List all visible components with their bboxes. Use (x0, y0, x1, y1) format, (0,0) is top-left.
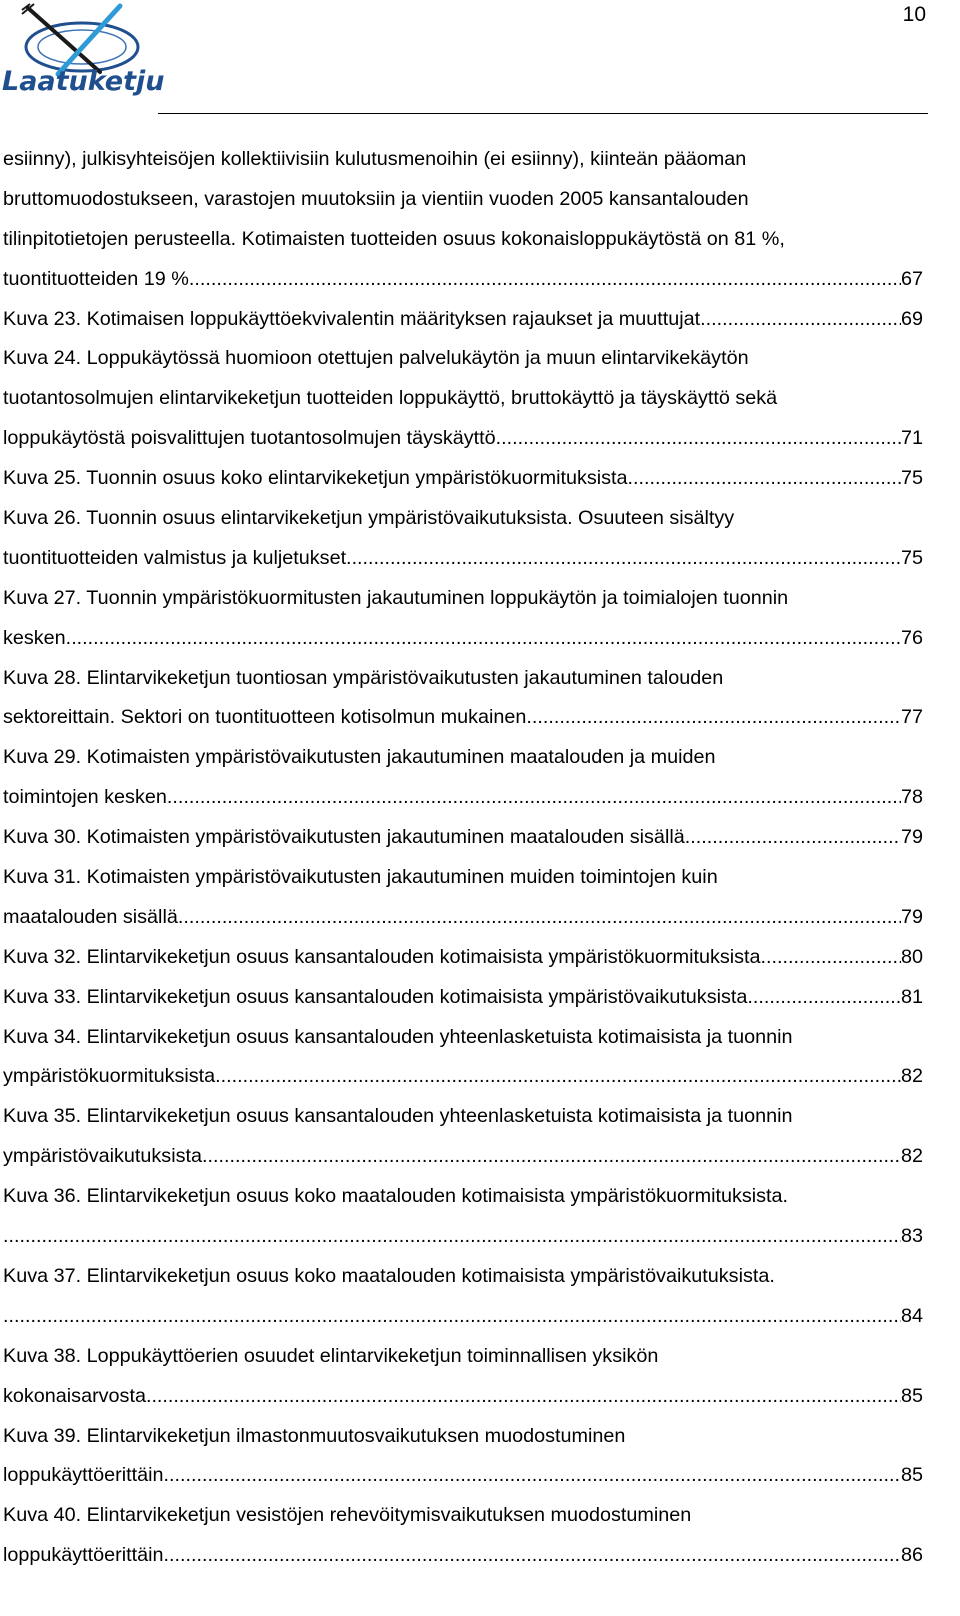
toc-entry-text: Kuva 34. Elintarvikeketjun osuus kansantalouden yhteenlasketuista kotimaisista ja tuonnin (3, 1025, 793, 1048)
toc-leader-dots (766, 938, 901, 978)
toc-entry-text: Kuva 29. Kotimaisten ympäristövaikutusten jakautuminen maatalouden ja muiden (3, 746, 716, 769)
toc-page-number: 79 (900, 826, 923, 849)
toc-page-number: 81 (900, 985, 923, 1008)
toc-entry-text: Kuva 33. Elintarvikeketjun osuus kansantalouden kotimaisista ympäristövaikutuksista. (3, 985, 753, 1008)
toc-entry-text: kokonaisarvosta. (3, 1384, 152, 1407)
toc-line (3, 659, 923, 699)
toc-page-number: 67 (900, 267, 923, 290)
toc-page-number: 69 (900, 307, 923, 330)
toc-line (3, 1456, 923, 1496)
toc-entry-text: ympäristökuormituksista. (3, 1065, 221, 1088)
toc-leader-dots (183, 898, 901, 938)
toc-entry-text: toimintojen kesken. (3, 786, 173, 809)
toc-leader-dots (633, 459, 901, 499)
toc-line (3, 180, 923, 220)
toc-line (3, 260, 923, 300)
toc-leader-dots (352, 539, 901, 579)
toc-entry-text: esiinny), julkisyhteisöjen kollektiivisiin kulutusmenoihin (ei esiinny), kiinteän pääoman (3, 148, 747, 170)
toc-entry-text: Kuva 36. Elintarvikeketjun osuus koko maatalouden kotimaisista ympäristökuormituksista. (3, 1185, 789, 1208)
toc-line (3, 1377, 923, 1417)
toc-line (3, 1496, 923, 1536)
toc-page-number: 82 (900, 1065, 923, 1088)
toc-line (3, 1297, 923, 1337)
toc-leader-dots (169, 1536, 901, 1576)
toc-entry-text: Kuva 31. Kotimaisten ympäristövaikutusten jakautuminen muiden toimintojen kuin (3, 866, 718, 889)
toc-entry-text: Kuva 32. Elintarvikeketjun osuus kansantalouden kotimaisista ympäristökuormituksista. (3, 945, 767, 968)
toc-page-number: 71 (900, 427, 923, 450)
laatuketju-logo (0, 0, 165, 100)
toc-line (3, 698, 923, 738)
toc-page-number: 82 (900, 1145, 923, 1168)
toc-line (3, 1257, 923, 1297)
toc-line (3, 1417, 923, 1457)
toc-page-number: 85 (900, 1464, 923, 1487)
toc-line (3, 1337, 923, 1377)
toc-entry-text: loppukäytöstä poisvalittujen tuotantosolmujen täyskäyttö. (3, 427, 502, 450)
toc-page-number: 79 (900, 905, 923, 928)
toc-line (3, 579, 923, 619)
toc-line (3, 1536, 923, 1576)
toc-entry-text: Kuva 38. Loppukäyttöerien osuudet elintarvikeketjun toiminnallisen yksikön (3, 1344, 659, 1367)
toc-leader-dots (501, 419, 901, 459)
toc-leader-dots (532, 698, 901, 738)
toc-leader-dots (194, 260, 901, 300)
toc-leader-dots (221, 1057, 901, 1097)
toc-line (3, 1097, 923, 1137)
toc-page-number: 83 (900, 1225, 923, 1248)
toc-page-number: 86 (900, 1544, 923, 1567)
toc-page-number: 75 (900, 467, 923, 490)
toc-line (3, 898, 923, 938)
toc-line (3, 619, 923, 659)
toc-line (3, 1137, 923, 1177)
logo-graphic (0, 0, 165, 100)
toc-entry-text: Kuva 40. Elintarvikeketjun vesistöjen rehevöitymisvaikutuksen muodostuminen (3, 1504, 692, 1527)
toc-entry-text: Kuva 39. Elintarvikeketjun ilmastonmuutosvaikutuksen muodostuminen (3, 1424, 626, 1447)
toc-entry-text: Kuva 28. Elintarvikeketjun tuontiosan ympäristövaikutusten jakautuminen talouden (3, 666, 724, 689)
toc-entry-text: bruttomuodostukseen, varastojen muutoksiin ja vientiin vuoden 2005 kansantalouden (3, 187, 749, 210)
toc-leader-dots (690, 818, 901, 858)
toc-leader-dots (706, 300, 901, 340)
toc-leader-dots (3, 1297, 901, 1337)
toc-leader-dots (71, 619, 901, 659)
table-of-figures (3, 140, 923, 1576)
toc-entry-text: maatalouden sisällä. (3, 905, 184, 928)
toc-page-number: 80 (900, 945, 923, 968)
toc-leader-dots (151, 1377, 901, 1417)
toc-line (3, 140, 923, 180)
toc-entry-text: ympäristövaikutuksista (3, 1145, 202, 1168)
toc-leader-dots (202, 1137, 901, 1177)
toc-entry-text: Kuva 25. Tuonnin osuus koko elintarvikeketjun ympäristökuormituksista. (3, 467, 634, 490)
toc-page-number: 75 (900, 546, 923, 569)
header-divider (158, 113, 928, 114)
toc-line (3, 1018, 923, 1058)
toc-line (3, 938, 923, 978)
toc-page-number: 78 (900, 786, 923, 809)
toc-line (3, 778, 923, 818)
toc-entry-text: tuontituotteiden valmistus ja kuljetukset. (3, 546, 352, 569)
toc-page-number: 77 (900, 706, 923, 729)
toc-entry-text: kesken. (3, 626, 72, 649)
page-number: 10 (902, 3, 926, 26)
toc-entry-text: Kuva 30. Kotimaisten ympäristövaikutusten jakautuminen maatalouden sisällä. (3, 826, 691, 849)
toc-page-number: 85 (900, 1384, 923, 1407)
page-header (0, 0, 960, 116)
toc-leader-dots (172, 778, 901, 818)
toc-line (3, 738, 923, 778)
toc-line (3, 1057, 923, 1097)
toc-line (3, 339, 923, 379)
toc-entry-text: loppukäyttöerittäin. (3, 1464, 170, 1487)
toc-leader-dots (753, 978, 901, 1018)
toc-entry-text: Kuva 23. Kotimaisen loppukäyttöekvivalentin määrityksen rajaukset ja muuttujat. (3, 307, 706, 330)
toc-line (3, 419, 923, 459)
toc-entry-text: Kuva 26. Tuonnin osuus elintarvikeketjun ympäristövaikutuksista. Osuuteen sisältyy (3, 507, 735, 530)
svg-text:Laatuketju: Laatuketju (2, 66, 165, 97)
toc-entry-text: tuotantosolmujen elintarvikeketjun tuotteiden loppukäyttö, bruttokäyttö ja täyskäyttö sekä (3, 387, 778, 410)
toc-line (3, 818, 923, 858)
toc-entry-text: sektoreittain. Sektori on tuontituotteen kotisolmun mukainen. (3, 706, 532, 729)
toc-leader-dots (3, 1217, 901, 1257)
toc-page-number: 84 (900, 1304, 923, 1327)
toc-entry-text: tilinpitotietojen perusteella. Kotimaisten tuotteiden osuus kokonaisloppukäytöstä on 81 %, (3, 227, 785, 250)
toc-entry-text: Kuva 27. Tuonnin ympäristökuormitusten jakautuminen loppukäytön ja toimialojen tuonnin (3, 586, 789, 609)
toc-entry-text: Kuva 24. Loppukäytössä huomioon otettujen palvelukäytön ja muun elintarvikekäytön (3, 347, 749, 370)
toc-entry-text: loppukäyttöerittäin. (3, 1544, 170, 1567)
toc-page-number: 76 (900, 626, 923, 649)
toc-line (3, 300, 923, 340)
toc-line (3, 220, 923, 260)
toc-line (3, 1177, 923, 1217)
toc-line (3, 499, 923, 539)
toc-line (3, 858, 923, 898)
toc-line (3, 539, 923, 579)
toc-line (3, 459, 923, 499)
toc-leader-dots (169, 1456, 901, 1496)
toc-entry-text: Kuva 35. Elintarvikeketjun osuus kansantalouden yhteenlasketuista kotimaisista ja tuonnin (3, 1105, 793, 1128)
toc-line (3, 379, 923, 419)
toc-line (3, 1217, 923, 1257)
toc-entry-text: tuontituotteiden 19 %. (3, 267, 195, 290)
toc-line (3, 978, 923, 1018)
toc-entry-text: Kuva 37. Elintarvikeketjun osuus koko maatalouden kotimaisista ympäristövaikutuksista. (3, 1264, 775, 1287)
